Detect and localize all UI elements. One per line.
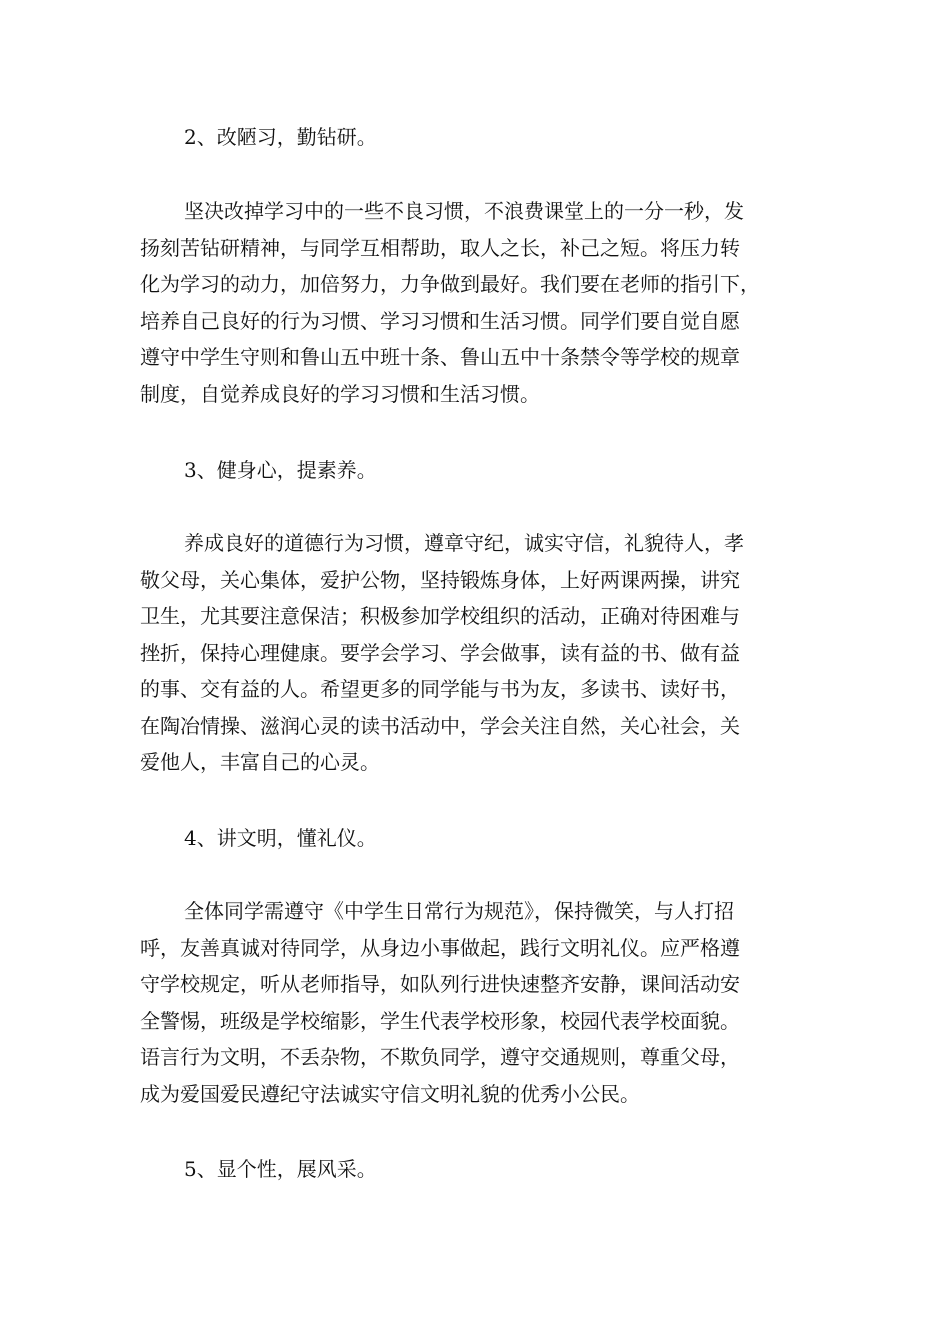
paragraph-line: 遵守中学生守则和鲁山五中班十条、鲁山五中十条禁令等学校的规章: [140, 345, 740, 369]
section-heading-5: 5、显个性，展风采。: [184, 1157, 377, 1181]
paragraph-line: 成为爱国爱民遵纪守法诚实守信文明礼貌的优秀小公民。: [140, 1081, 640, 1106]
paragraph-line: 养成良好的道德行为习惯，遵章守纪，诚实守信，礼貌待人，孝: [184, 531, 744, 555]
paragraph-line: 呼，友善真诚对待同学，从身边小事做起，践行文明礼仪。应严格遵: [140, 935, 740, 960]
paragraph-line: 制度，自觉养成良好的学习习惯和生活习惯。: [140, 381, 540, 406]
section-paragraph-2: [140, 193, 830, 412]
section-paragraph-4: [140, 893, 830, 1112]
section-heading-4: 4、讲文明，懂礼仪。: [184, 826, 377, 850]
paragraph-line: 语言行为文明，不丢杂物，不欺负同学，遵守交通规则，尊重父母，: [140, 1045, 740, 1069]
paragraph-line: 守学校规定，听从老师指导，如队列行进快速整齐安静，课间活动安: [140, 972, 740, 996]
paragraph-line: 扬刻苦钻研精神，与同学互相帮助，取人之长，补己之短。将压力转: [140, 235, 740, 260]
paragraph-line: 爱他人，丰富自己的心灵。: [140, 750, 380, 774]
paragraph-line: 的事、交有益的人。希望更多的同学能与书为友，多读书、读好书，: [140, 677, 740, 701]
paragraph-line: 培养自己良好的行为习惯、学习习惯和生活习惯。同学们要自觉自愿: [140, 308, 740, 333]
paragraph-line: 敬父母，关心集体，爱护公物，坚持锻炼身体，上好两课两操，讲究: [140, 567, 740, 592]
paragraph-line: 挫折，保持心理健康。要学会学习、学会做事，读有益的书、做有益: [140, 640, 740, 665]
section-paragraph-3: [140, 525, 830, 781]
paragraph-line: 化为学习的动力，加倍努力，力争做到最好。我们要在老师的指引下，: [140, 272, 760, 296]
paragraph-line: 全警惕，班级是学校缩影，学生代表学校形象，校园代表学校面貌。: [140, 1008, 740, 1033]
paragraph-line: 坚决改掉学习中的一些不良习惯，不浪费课堂上的一分一秒，发: [184, 199, 744, 223]
paragraph-line: 卫生，尤其要注意保洁；积极参加学校组织的活动，正确对待困难与: [140, 604, 740, 628]
paragraph-line: 全体同学需遵守《中学生日常行为规范》，保持微笑，与人打招: [184, 899, 734, 923]
section-heading-3: 3、健身心，提素养。: [184, 458, 377, 482]
section-heading-2: 2、改陋习，勤钻研。: [184, 125, 377, 149]
paragraph-line: 在陶冶情操、滋润心灵的读书活动中，学会关注自然，关心社会，关: [140, 713, 740, 738]
